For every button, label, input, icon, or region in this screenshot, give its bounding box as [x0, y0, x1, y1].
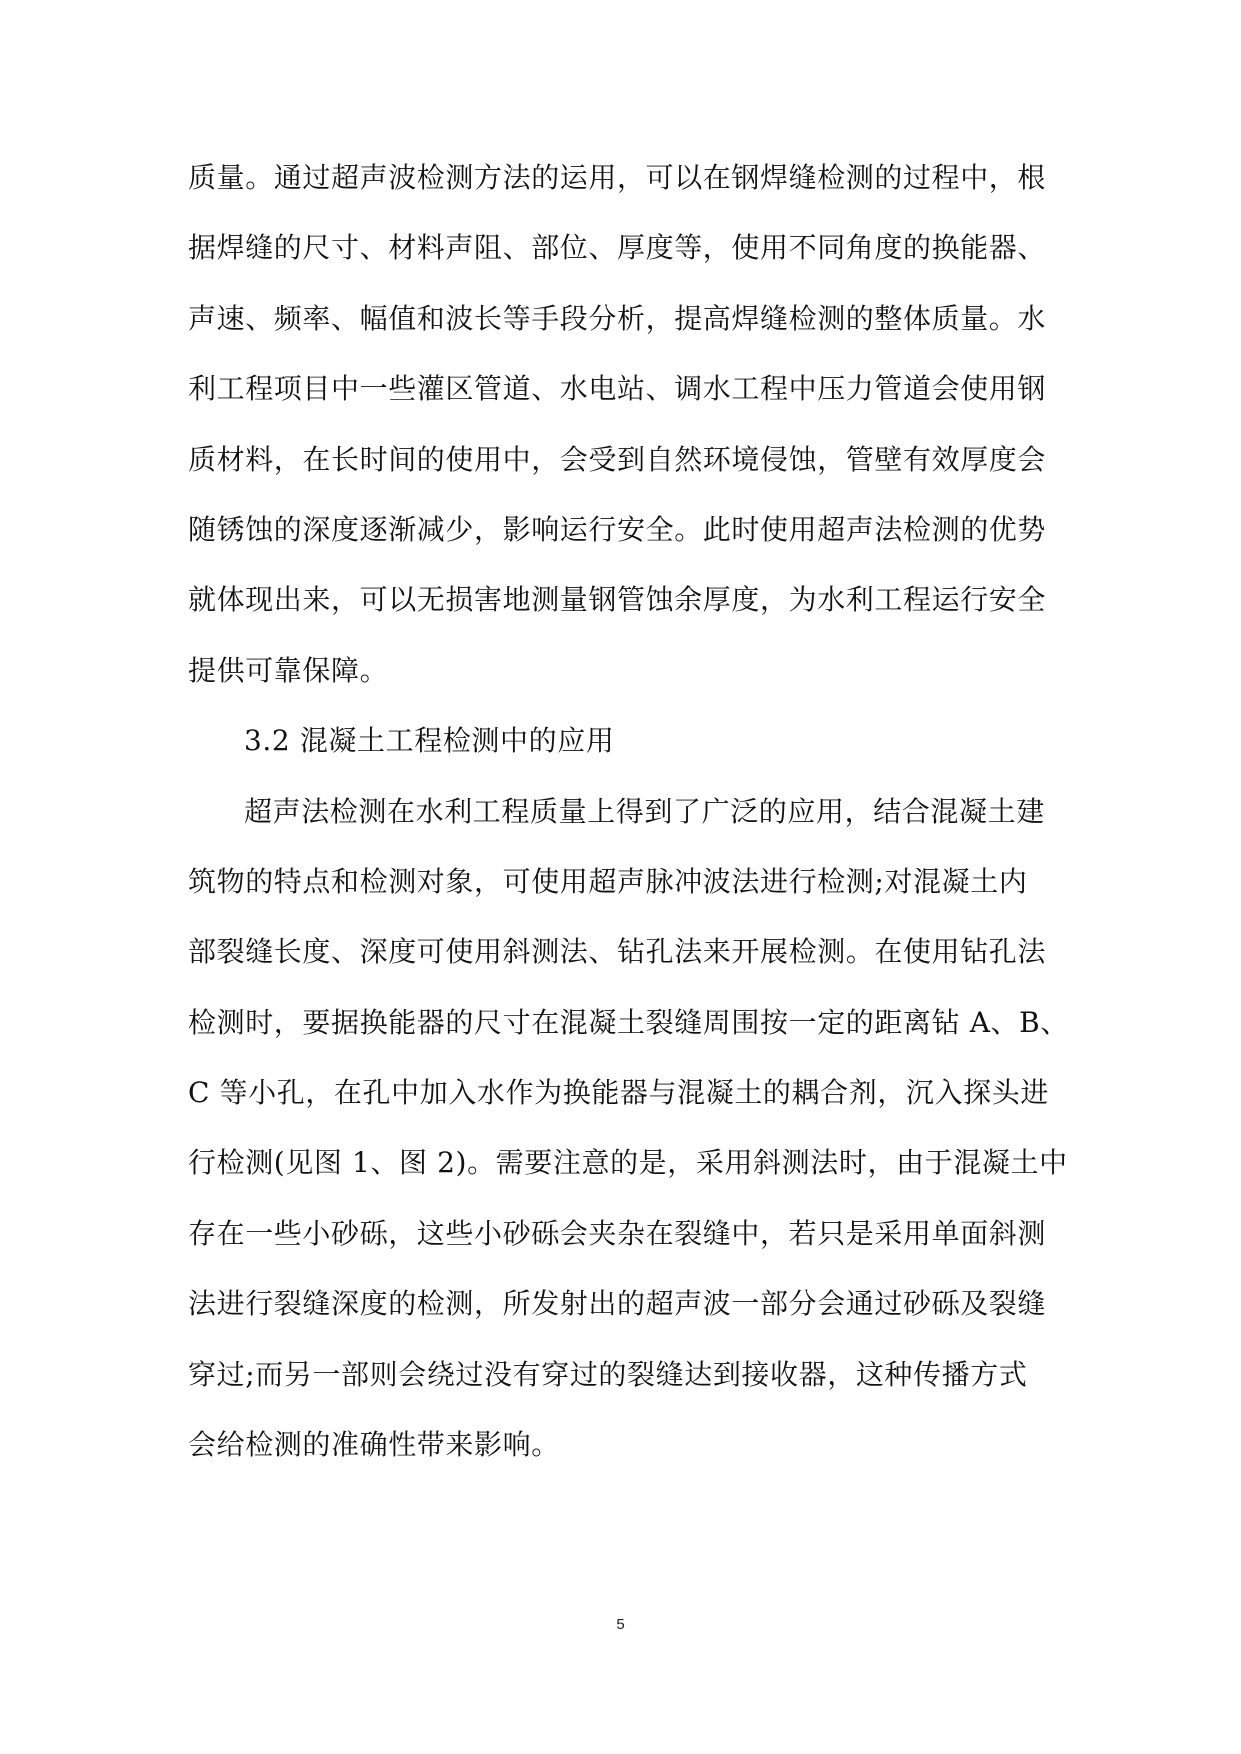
text-line: 筑物的特点和检测对象，可使用超声脉冲波法进行检测;对混凝土内: [188, 864, 1028, 898]
text-line: 质量。通过超声波检测方法的运用，可以在钢焊缝检测的过程中，根: [188, 161, 1047, 194]
text-line: 据焊缝的尺寸、材料声阻、部位、厚度等，使用不同角度的换能器、: [188, 231, 1047, 265]
body-text: [188, 143, 1068, 1480]
text-line: 随锈蚀的深度逐渐减少，影响运行安全。此时使用超声法检测的优势: [188, 512, 1047, 546]
text-line: C 等小孔，在孔中加入水作为换能器与混凝土的耦合剂，沉入探头进: [188, 1076, 1049, 1110]
text-line: 就体现出来，可以无损害地测量钢管蚀余厚度，为水利工程运行安全: [188, 583, 1047, 617]
paragraph-weld-inspection: [188, 143, 1068, 706]
section-heading: 3.2 混凝土工程检测中的应用: [244, 724, 615, 758]
text-line: 存在一些小砂砾，这些小砂砾会夹杂在裂缝中，若只是采用单面斜测: [188, 1216, 1047, 1250]
paragraph-concrete-inspection: [188, 777, 1068, 1481]
text-line: 提供可靠保障。: [188, 653, 389, 687]
text-line: 穿过;而另一部则会绕过没有穿过的裂缝达到接收器，这种传播方式: [188, 1357, 1028, 1391]
text-line: 部裂缝长度、深度可使用斜测法、钻孔法来开展检测。在使用钻孔法: [188, 935, 1047, 969]
text-line: 行检测(见图 1、图 2)。需要注意的是，采用斜测法时，由于混凝土中: [188, 1146, 1068, 1180]
text-line: 声速、频率、幅值和波长等手段分析，提高焊缝检测的整体质量。水: [188, 301, 1047, 335]
text-line: 检测时，要据换能器的尺寸在混凝土裂缝周围按一定的距离钻 A、B、: [188, 1005, 1069, 1039]
text-line: 利工程项目中一些灌区管道、水电站、调水工程中压力管道会使用钢: [188, 372, 1047, 406]
text-line: 超声法检测在水利工程质量上得到了广泛的应用，结合混凝土建: [244, 794, 1045, 828]
page-number: 5: [616, 1616, 625, 1633]
text-line: 会给检测的准确性带来影响。: [188, 1428, 560, 1462]
text-line: 质材料，在长时间的使用中，会受到自然环境侵蚀，管壁有效厚度会: [188, 442, 1047, 476]
text-line: 法进行裂缝深度的检测，所发射出的超声波一部分会通过砂砾及裂缝: [188, 1287, 1047, 1321]
